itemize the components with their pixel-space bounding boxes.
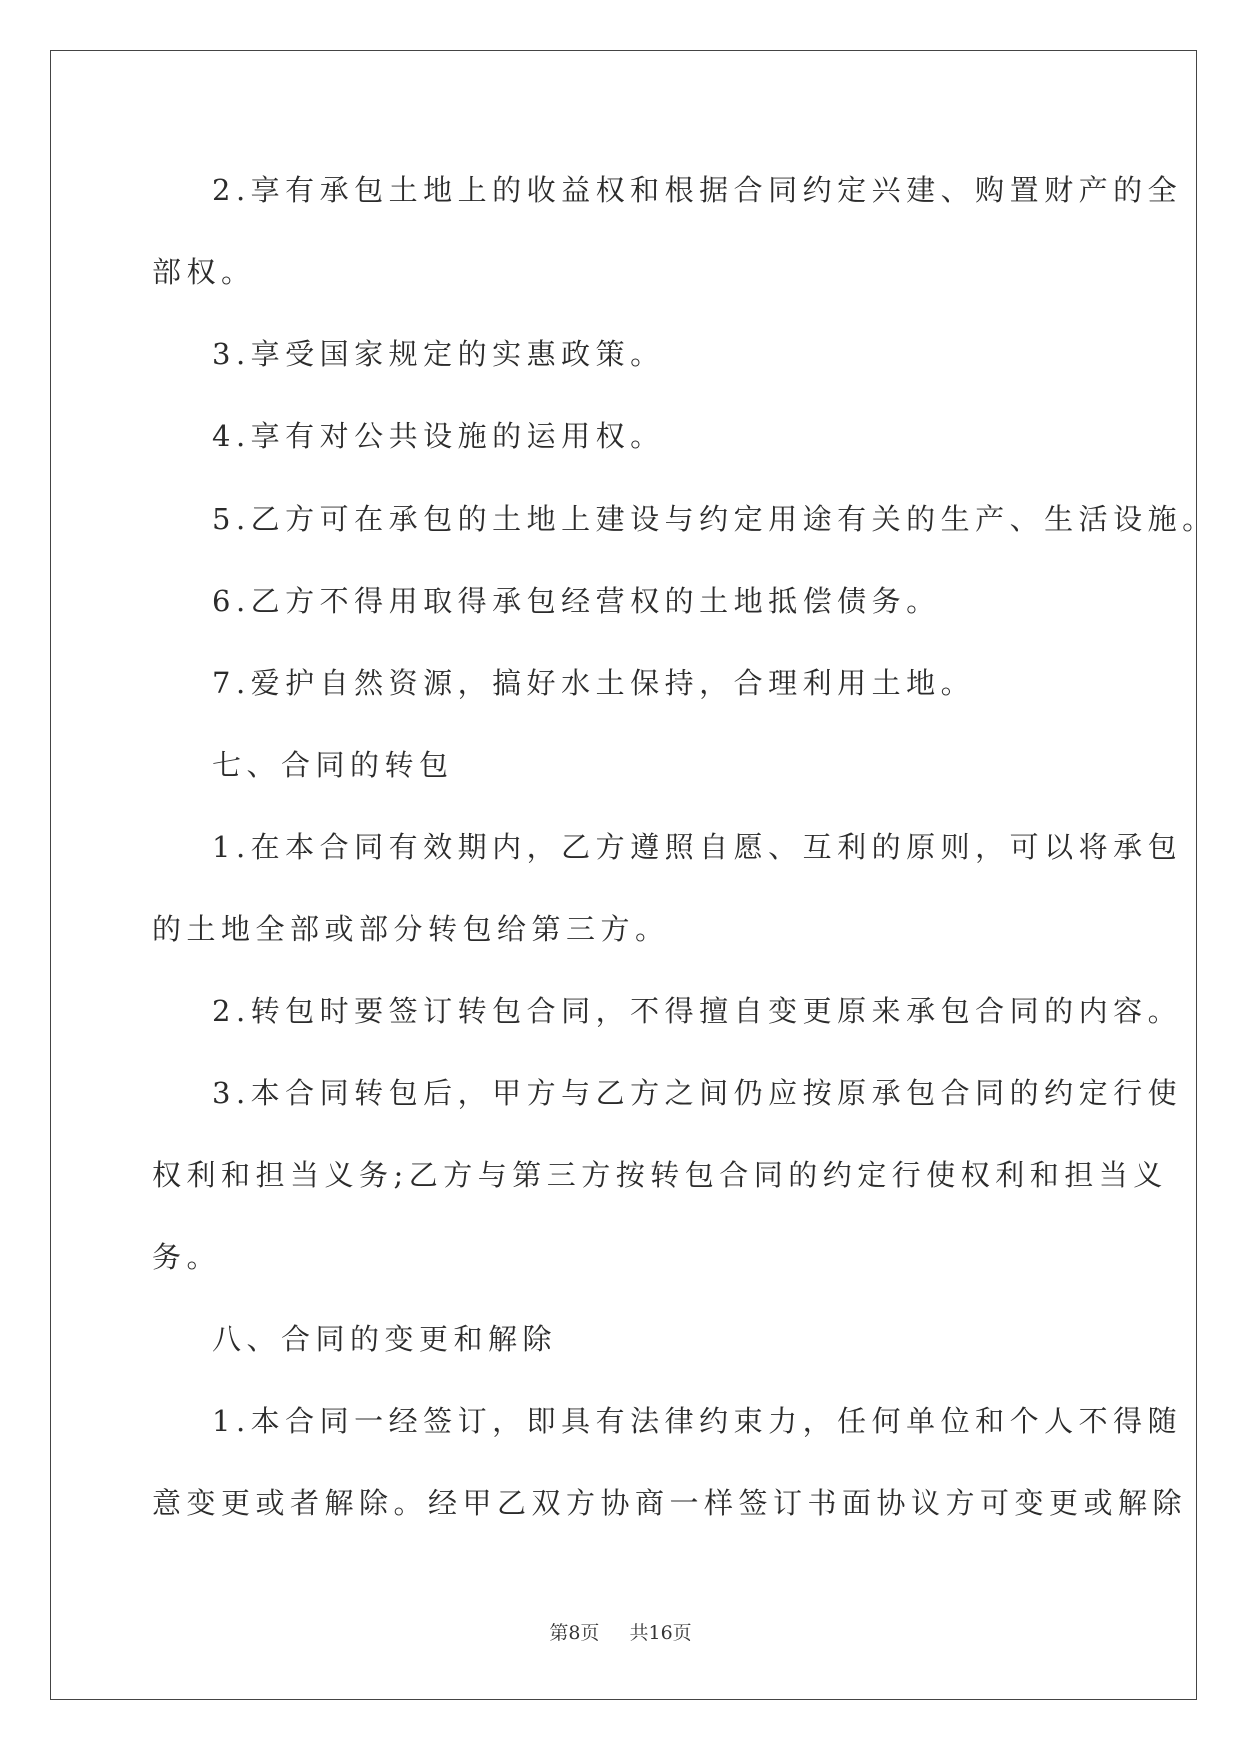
paragraph-line: 1.本合同一经签订，即具有法律约束力，任何单位和个人不得随 bbox=[212, 1404, 1183, 1438]
paragraph-line: 3.享受国家规定的实惠政策。 bbox=[212, 337, 665, 371]
paragraph-line: 2.转包时要签订转包合同，不得擅自变更原来承包合同的内容。 bbox=[212, 994, 1183, 1028]
paragraph-line: 1.在本合同有效期内，乙方遵照自愿、互利的原则，可以将承包 bbox=[212, 830, 1183, 864]
paragraph-line: 2.享有承包土地上的收益权和根据合同约定兴建、购置财产的全 bbox=[212, 173, 1183, 207]
page-border bbox=[50, 50, 1197, 1700]
paragraph-line: 6.乙方不得用取得承包经营权的土地抵偿债务。 bbox=[212, 584, 941, 618]
paragraph-line: 意变更或者解除。经甲乙双方协商一样签订书面协议方可变更或解除 bbox=[152, 1486, 1188, 1520]
page-total: 共16页 bbox=[629, 1622, 692, 1644]
paragraph-line: 部权。 bbox=[152, 255, 256, 289]
paragraph-line: 4.享有对公共设施的运用权。 bbox=[212, 419, 665, 453]
page-number: 第8页 bbox=[549, 1622, 600, 1644]
paragraph-line: 7.爱护自然资源，搞好水土保持，合理利用土地。 bbox=[212, 666, 976, 700]
paragraph-line: 的土地全部或部分转包给第三方。 bbox=[152, 912, 670, 946]
section-heading: 八、合同的变更和解除 bbox=[212, 1322, 558, 1356]
paragraph-line: 务。 bbox=[152, 1240, 222, 1274]
section-heading: 七、合同的转包 bbox=[212, 748, 454, 782]
paragraph-line: 3.本合同转包后，甲方与乙方之间仍应按原承包合同的约定行使 bbox=[212, 1076, 1183, 1110]
page-footer bbox=[0, 1618, 1241, 1645]
paragraph-line: 5.乙方可在承包的土地上建设与约定用途有关的生产、生活设施。 bbox=[212, 502, 1217, 536]
paragraph-line: 权利和担当义务;乙方与第三方按转包合同的约定行使权利和担当义 bbox=[152, 1158, 1168, 1192]
